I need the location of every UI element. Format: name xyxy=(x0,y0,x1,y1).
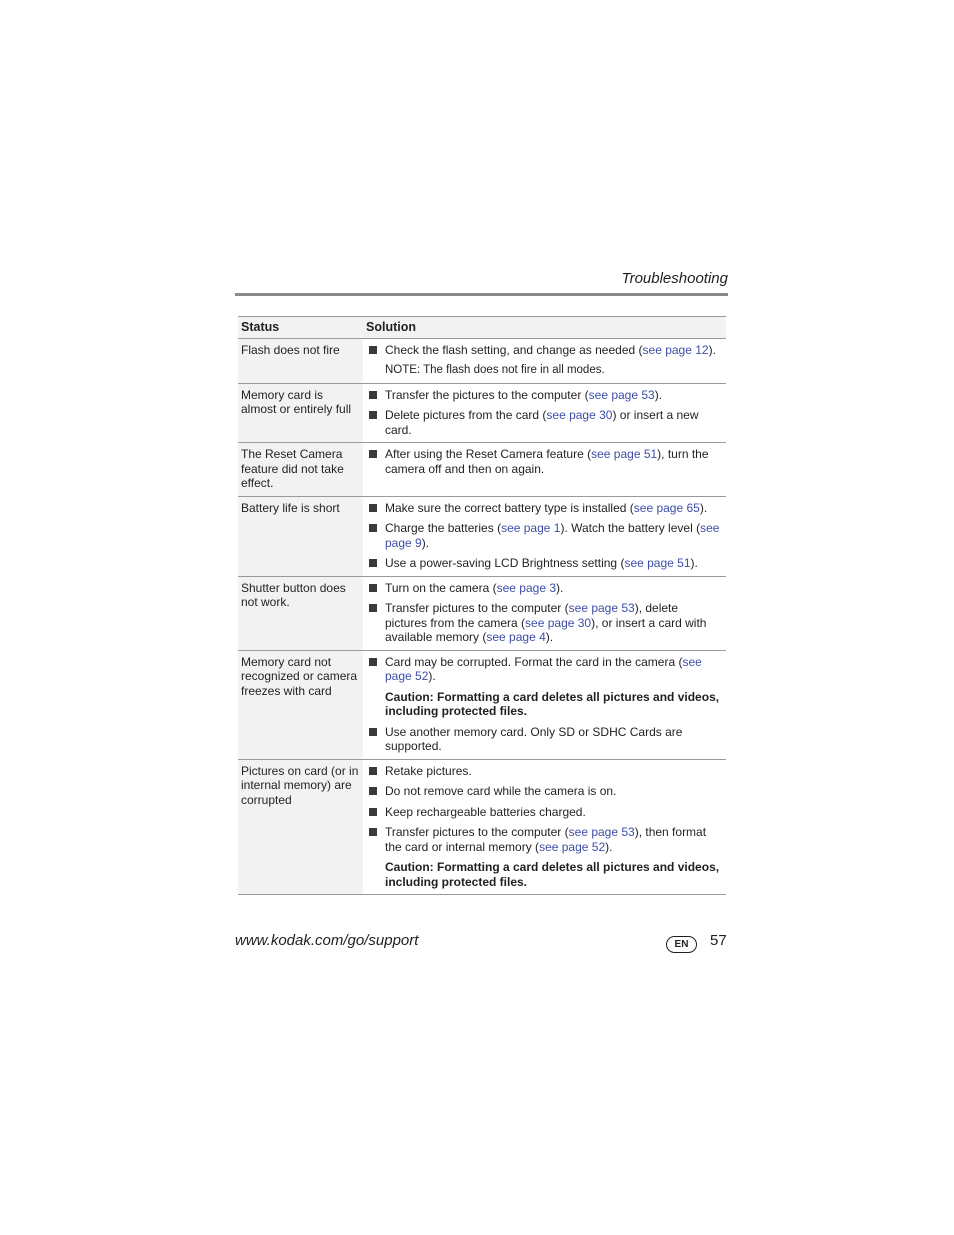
square-bullet-icon xyxy=(369,524,377,532)
page-number: 57 xyxy=(710,932,727,949)
solution-cell xyxy=(363,338,726,383)
table-row xyxy=(238,496,726,576)
note-text: NOTE: The flash does not fire in all modes. xyxy=(385,364,605,376)
solution-item: Charge the batteries (see page 1). Watch the battery level (see page 9). xyxy=(366,521,723,550)
square-bullet-icon xyxy=(369,584,377,592)
solution-item: Card may be corrupted. Format the card in the camera (see page 52). xyxy=(366,655,723,684)
page-link[interactable]: see page 30 xyxy=(525,615,592,630)
page-link[interactable]: see page 51 xyxy=(624,556,691,570)
solution-item: Do not remove card while the camera is on. xyxy=(366,784,723,799)
solution-item: Delete pictures from the card (see page 30) or insert a new card. xyxy=(366,408,723,437)
page-link[interactable]: see page 65 xyxy=(633,500,700,515)
square-bullet-icon xyxy=(369,450,377,458)
square-bullet-icon xyxy=(369,411,377,419)
support-url-link[interactable]: www.kodak.com/go/support xyxy=(235,932,419,949)
solution-cell xyxy=(363,443,726,497)
page-link[interactable]: see page 53 xyxy=(568,825,635,839)
table-row xyxy=(238,443,726,497)
square-bullet-icon xyxy=(369,828,377,836)
page-link[interactable]: see page 53 xyxy=(568,601,635,615)
status-cell: Shutter button does not work. xyxy=(238,576,363,650)
status-cell: Pictures on card (or in internal memory) are corrupted xyxy=(238,759,363,895)
page-link[interactable]: see page 52 xyxy=(539,839,606,854)
solution-item: Transfer the pictures to the computer (see page 53). xyxy=(366,388,723,403)
page-link[interactable]: see page 1 xyxy=(501,521,561,535)
table-row xyxy=(238,338,726,383)
square-bullet-icon xyxy=(369,787,377,795)
column-header-solution: Solution xyxy=(363,317,726,339)
table-row xyxy=(238,576,726,650)
page-link[interactable]: see page 30 xyxy=(546,408,613,422)
page-link[interactable]: see page 9 xyxy=(385,521,720,550)
page-link[interactable]: see page 12 xyxy=(642,342,709,357)
troubleshooting-table xyxy=(238,316,726,895)
square-bullet-icon xyxy=(369,346,377,354)
status-cell: Memory card not recognized or camera freezes with card xyxy=(238,650,363,759)
solution-cell xyxy=(363,383,726,443)
caution-text: Caution: Formatting a card deletes all pictures and videos, including protected files. xyxy=(385,689,720,718)
caution-text: Caution: Formatting a card deletes all pictures and videos, including protected files. xyxy=(385,860,720,889)
page-link[interactable]: see page 3 xyxy=(496,580,556,595)
square-bullet-icon xyxy=(369,391,377,399)
solution-item: Check the flash setting, and change as needed (see page 12). xyxy=(366,343,723,358)
header-rule xyxy=(235,293,728,296)
table-row xyxy=(238,383,726,443)
table-row xyxy=(238,650,726,759)
solution-item: Retake pictures. xyxy=(366,764,723,779)
square-bullet-icon xyxy=(369,808,377,816)
page-link[interactable]: see page 4 xyxy=(486,630,546,644)
status-cell: Battery life is short xyxy=(238,496,363,576)
solution-item: Keep rechargeable batteries charged. xyxy=(366,805,723,820)
column-header-status: Status xyxy=(238,317,363,339)
solution-cell xyxy=(363,759,726,895)
solution-item: Turn on the camera (see page 3). xyxy=(366,581,723,596)
language-badge: EN xyxy=(666,936,697,953)
section-title: Troubleshooting xyxy=(621,270,728,287)
page-link[interactable]: see page 51 xyxy=(591,447,658,461)
square-bullet-icon xyxy=(369,767,377,775)
solution-cell xyxy=(363,576,726,650)
solution-item: Use a power-saving LCD Brightness setting (see page 51). xyxy=(366,556,723,571)
square-bullet-icon xyxy=(369,658,377,666)
solution-cell xyxy=(363,496,726,576)
table-header-row xyxy=(238,317,726,339)
solution-cell xyxy=(363,650,726,759)
square-bullet-icon xyxy=(369,604,377,612)
solution-item: Make sure the correct battery type is installed (see page 65). xyxy=(366,501,723,516)
status-cell: Flash does not fire xyxy=(238,338,363,383)
page-link[interactable]: see page 53 xyxy=(588,387,655,402)
solution-item: Transfer pictures to the computer (see page 53), then format the card or internal memory (see page 52). xyxy=(366,825,723,854)
solution-item: Transfer pictures to the computer (see page 53), delete pictures from the camera (see page 30), or insert a card with available memory (see page 4). xyxy=(366,601,723,645)
table-row xyxy=(238,759,726,895)
square-bullet-icon xyxy=(369,728,377,736)
page-link[interactable]: see page 52 xyxy=(385,654,702,683)
solution-item: Use another memory card. Only SD or SDHC Cards are supported. xyxy=(366,725,723,754)
square-bullet-icon xyxy=(369,504,377,512)
status-cell: Memory card is almost or entirely full xyxy=(238,383,363,443)
square-bullet-icon xyxy=(369,559,377,567)
status-cell: The Reset Camera feature did not take effect. xyxy=(238,443,363,497)
solution-item: After using the Reset Camera feature (see page 51), turn the camera off and then on again. xyxy=(366,447,723,476)
